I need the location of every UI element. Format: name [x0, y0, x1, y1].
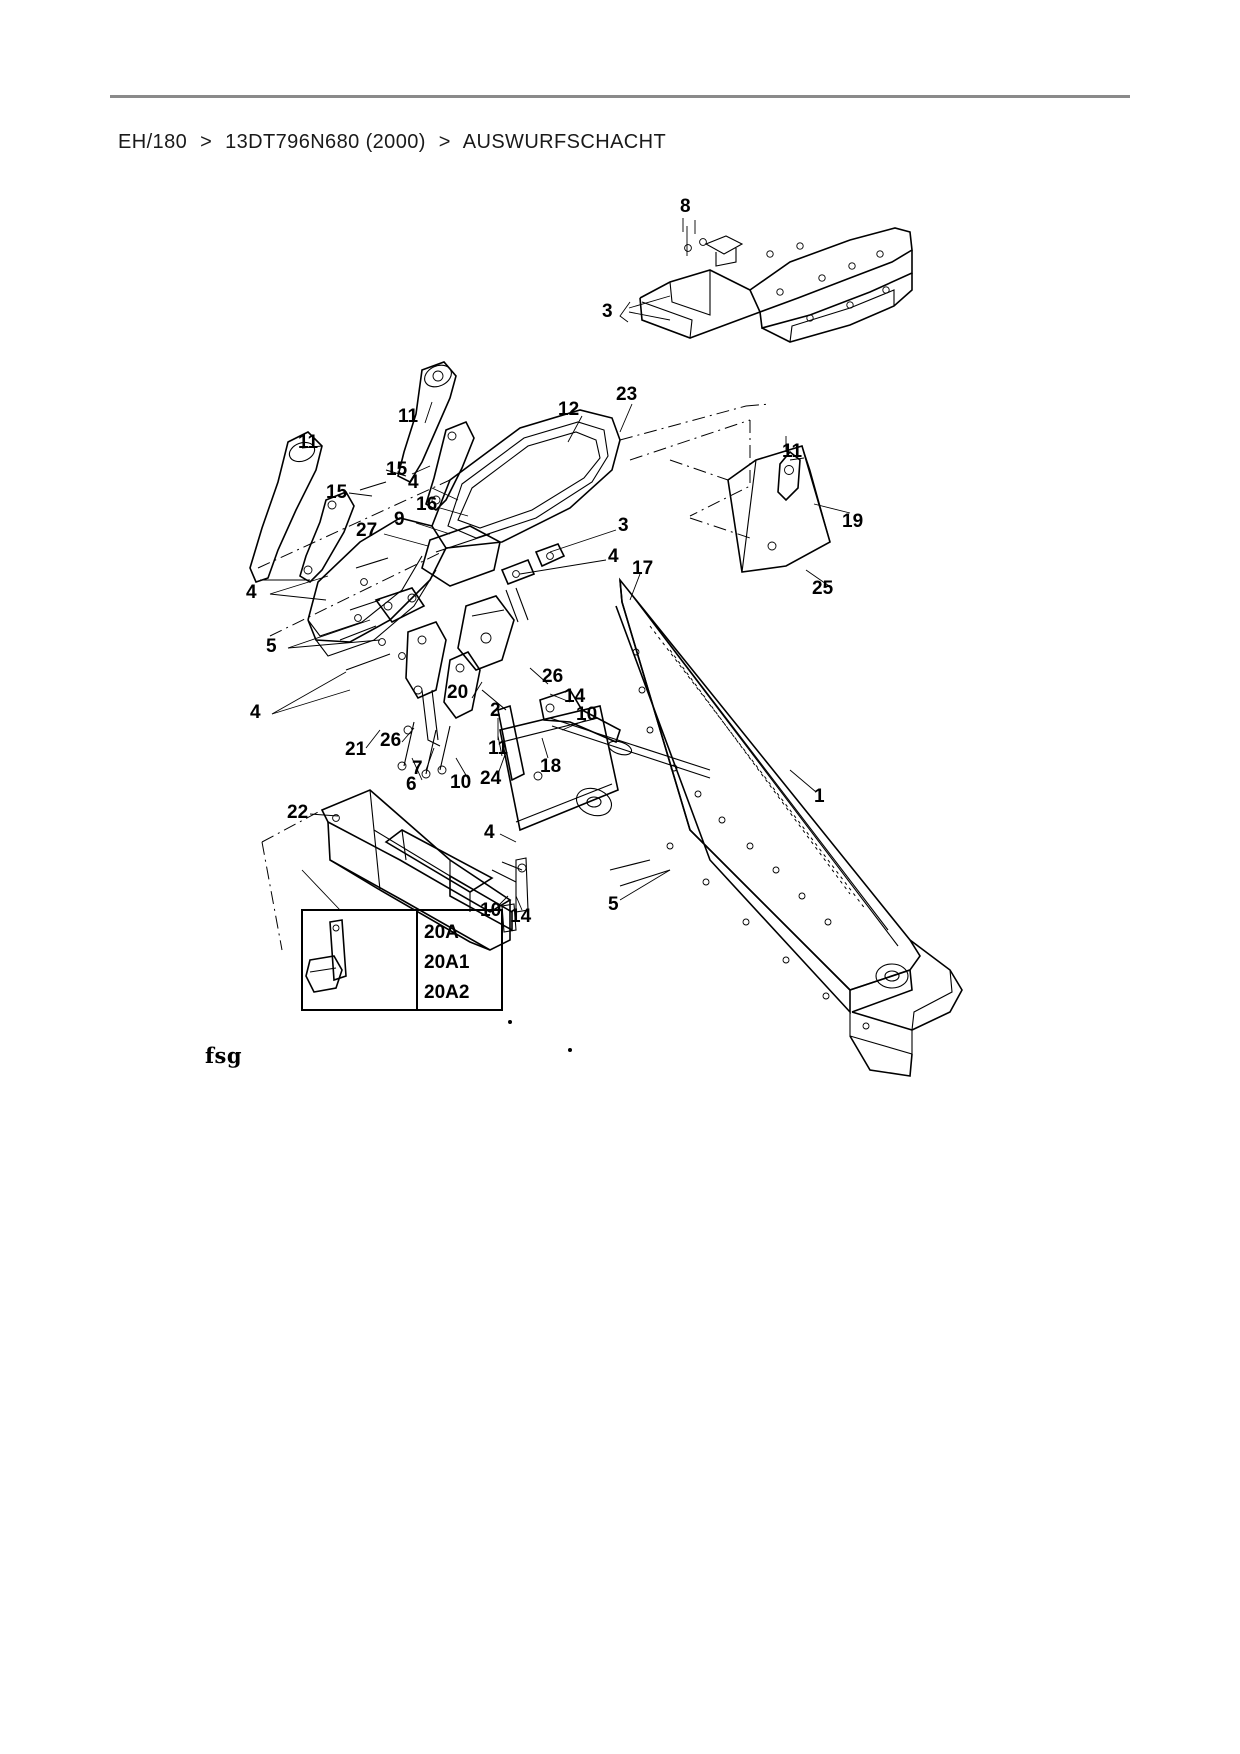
callout-20: 20	[447, 682, 469, 703]
callout-25: 25	[812, 578, 834, 599]
callout-15b: 15	[326, 482, 348, 503]
callout-3: 3	[602, 301, 613, 322]
callout-6: 6	[406, 774, 417, 795]
callout-18: 18	[540, 756, 562, 777]
header-divider	[110, 95, 1130, 98]
callout-10a: 10	[576, 704, 598, 725]
callout-14a: 14	[564, 686, 586, 707]
callout-4b: 4	[608, 546, 619, 567]
breadcrumb-item-serial[interactable]: 13DT796N680 (2000)	[225, 131, 426, 153]
callout-11c: 11	[782, 441, 803, 462]
breadcrumb-item-model[interactable]: EH/180	[118, 131, 188, 153]
parts-diagram	[150, 170, 1090, 1100]
breadcrumb-separator: >	[200, 131, 213, 153]
callout-4a: 4	[408, 472, 419, 493]
callout-11b: 11	[298, 432, 319, 453]
callout-12: 12	[558, 399, 580, 420]
callout-19: 19	[842, 511, 864, 532]
callout-26b: 26	[380, 730, 402, 751]
callout-10c: 10	[480, 900, 502, 921]
callout-4c: 4	[246, 582, 257, 603]
breadcrumb-separator: >	[438, 131, 451, 153]
callout-10b: 10	[450, 772, 472, 793]
hood-frame	[258, 404, 770, 656]
callout-11: 11	[398, 406, 419, 427]
callout-14b: 14	[510, 906, 532, 927]
callout-17: 17	[632, 558, 654, 579]
callout-1: 1	[814, 786, 825, 807]
inset-label-20a1: 20A1	[424, 952, 470, 973]
callout-21: 21	[345, 739, 367, 760]
callout-4d: 4	[250, 702, 261, 723]
breadcrumb-item-assembly[interactable]: AUSWURFSCHACHT	[462, 131, 667, 153]
callout-3b: 3	[618, 515, 629, 536]
callout-9: 9	[394, 509, 405, 530]
inset-label-20a: 20A	[424, 922, 459, 943]
inset-label-20a2: 20A2	[424, 982, 470, 1003]
footer-mark: fsg	[205, 1043, 243, 1068]
callout-4e: 4	[484, 822, 495, 843]
callout-5b: 5	[608, 894, 619, 915]
left-arm-bracket	[250, 432, 354, 582]
callout-16: 16	[416, 494, 438, 515]
center-hardware-cluster	[340, 526, 564, 778]
detail-speckle	[508, 1020, 572, 1052]
callout-11d: 11	[488, 738, 509, 759]
callout-2: 2	[490, 700, 501, 721]
callout-24: 24	[480, 768, 502, 789]
callout-26a: 26	[542, 666, 564, 687]
main-chute-panel	[616, 580, 962, 1076]
callout-8: 8	[680, 196, 691, 217]
callout-5a: 5	[266, 636, 277, 657]
long-rod	[550, 718, 710, 778]
callout-23: 23	[616, 384, 638, 405]
callout-15: 15	[386, 459, 408, 480]
subassembly-floor-plate	[620, 218, 912, 342]
callout-22: 22	[287, 802, 309, 823]
callout-27: 27	[356, 520, 378, 541]
callout-7: 7	[412, 758, 423, 779]
breadcrumb	[118, 131, 666, 154]
